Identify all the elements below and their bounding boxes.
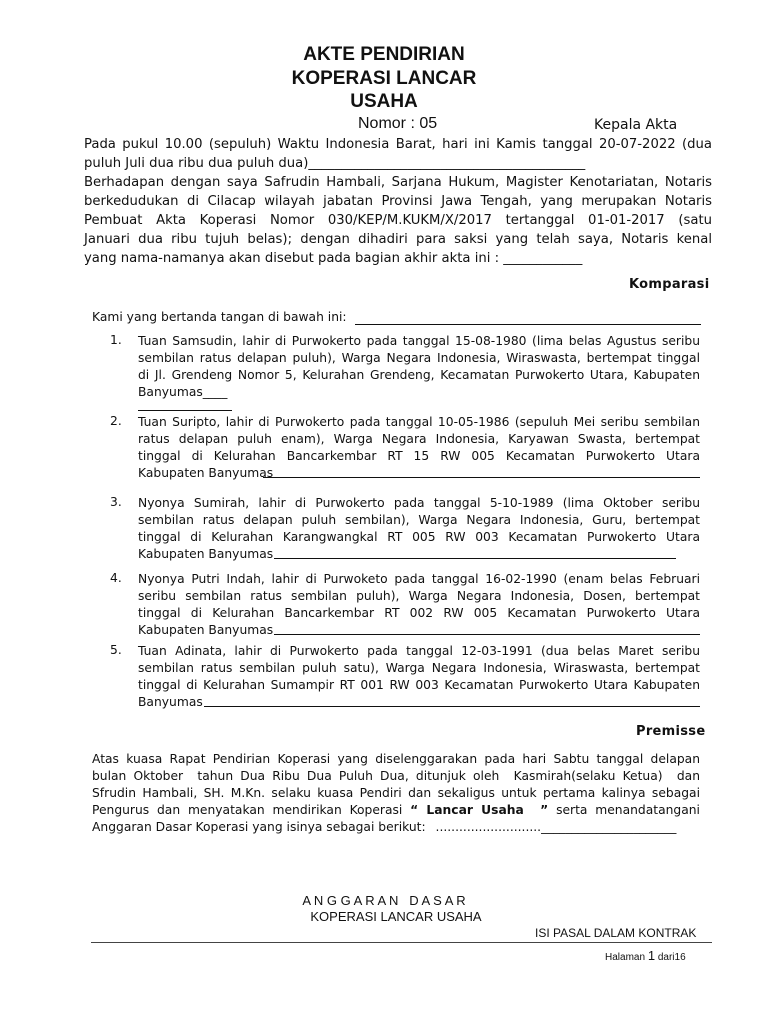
fill-line [274, 634, 700, 635]
premisse-line [92, 819, 700, 836]
party-item [138, 643, 700, 711]
item-number: 2. [110, 414, 122, 428]
premisse-line [92, 802, 700, 819]
party-line: Banyumas [138, 695, 203, 709]
party-line: sembilan ratus sembilan puluh satu), Warga Negara Indonesia, Wiraswasta, bertempat [138, 661, 700, 675]
party-line: sembilan ratus delapan puluh), Warga Negara Indonesia, Wiraswasta, bertempat tinggal [138, 351, 700, 365]
party-line: Tuan Samsudin, lahir di Purwokerto pada tanggal 15-08-1980 (lima belas Agustus seribu [138, 334, 700, 348]
dotted-fill: ........................... [435, 820, 542, 834]
opening-line: Pembuat Akta Koperasi Nomor 030/KEP/M.KUKM/X/2017 tertanggal 01-01-2017 (satu [84, 213, 712, 228]
premisse-line-part: serta menandatangani [556, 803, 700, 817]
party-line: tinggal di Kelurahan Bancarkembar RT 15 RW 005 Kecamatan Purwokerto Utara [138, 449, 700, 463]
party-line: Kabupaten Banyumas [138, 466, 274, 480]
party-line: Kabupaten Banyumas [138, 623, 274, 637]
anggaran-dasar-subtitle: KOPERASI LANCAR USAHA [310, 909, 482, 924]
premisse-line: Atas kuasa Rapat Pendirian Koperasi yang diselenggarakan pada hari Sabtu tanggal delapan [92, 752, 700, 766]
party-line: ratus delapan puluh enam), Warga Negara Indonesia, Karyawan Swasta, bertempat [138, 432, 700, 446]
page-number: 1 [647, 948, 656, 963]
party-item [138, 333, 700, 401]
fill-line [204, 706, 700, 707]
page-of-label: dari [657, 952, 675, 963]
party-line: Nyonya Putri Indah, lahir di Purwoketo pada tanggal 16-02-1990 (enam belas Februari [138, 572, 700, 586]
opening-line: berkedudukan di Cilacap wilayah jabatan Provinsi Jawa Tengah, yang merupakan Notaris [84, 194, 712, 209]
title-line-2: KOPERASI LANCAR [291, 68, 477, 89]
contract-clause-label: ISI PASAL DALAM KONTRAK [535, 926, 697, 940]
opening-line: Januari dua ribu tujuh belas); dengan dihadiri para saksi yang telah saya, Notaris kenal [84, 232, 712, 247]
komparasi-intro-text: Kami yang bertanda tangan di bawah ini: [92, 310, 347, 324]
anggaran-dasar-title: A N G G A R A N D A S A R [302, 893, 466, 908]
premisse-line-part: Pengurus dan menyatakan mendirikan Koperasi [92, 803, 403, 817]
party-line: Kabupaten Banyumas [138, 547, 274, 561]
item-number: 3. [110, 495, 122, 509]
section-heading-premisse: Premisse [636, 724, 706, 739]
party-line: seribu sembilan ratus sembilan puluh), Warga Negara Indonesia, Dosen, bertempat [138, 589, 700, 603]
fill-line [263, 477, 700, 478]
party-line: tinggal di Kelurahan Bancarkembar RT 002 RW 005 Kecamatan Purwokerto Utara [138, 606, 700, 620]
cooperative-name: “ Lancar Usaha ” [410, 803, 549, 817]
party-line: tinggal di Kelurahan Karangwangkal RT 005 RW 003 Kecamatan Purwokerto Utara [138, 530, 700, 544]
party-item [138, 495, 700, 563]
party-item [138, 571, 700, 639]
deed-number: Nomor : 05 [358, 115, 438, 132]
party-line: Nyonya Sumirah, lahir di Purwokerto pada tanggal 5-10-1989 (lima Oktober seribu [138, 496, 700, 510]
footer-rule [91, 942, 712, 943]
page-label: Halaman [605, 952, 646, 963]
item-number: 4. [110, 571, 122, 585]
title-line-1: AKTE PENDIRIAN [303, 44, 465, 65]
party-line: di Jl. Grendeng Nomor 5, Kelurahan Grendeng, Kecamatan Purwokerto Utara, Kabupaten [138, 368, 700, 382]
page-indicator [605, 948, 686, 963]
section-heading-komparasi: Komparasi [629, 277, 710, 292]
party-item [138, 414, 700, 482]
party-line: tinggal di Kelurahan Sumampir RT 001 RW 003 Kecamatan Purwokerto Utara Kabupaten [138, 678, 700, 692]
item-number: 1. [110, 333, 122, 347]
fill-line [274, 558, 676, 559]
komparasi-intro [92, 310, 347, 324]
premisse-line-part: Anggaran Dasar Koperasi yang isinya sebagai berikut: [92, 820, 426, 834]
opening-line: puluh Juli dua ribu dua puluh dua)__________________________________________ [84, 156, 586, 171]
opening-line: yang nama-namanya akan disebut pada bagian akhir akta ini : ____________ [84, 251, 583, 266]
premisse-line: Sfrudin Hambali, SH. M.Kn. selaku kuasa Pendiri dan sekaligus untuk pertama kalinya sebagai [92, 786, 700, 800]
page-total: 16 [674, 952, 686, 963]
opening-line: Berhadapan dengan saya Safrudin Hambali, Sarjana Hukum, Magister Kenotariatan, Notaris [84, 175, 712, 190]
intro-fill-line [355, 324, 701, 325]
underscore-fill: ______________________ [541, 820, 677, 834]
premisse-paragraph [92, 751, 700, 836]
deed-head-label: Kepala Akta [594, 117, 678, 133]
party-line: Tuan Suripto, lahir di Purwokerto pada tanggal 10-05-1986 (sepuluh Mei seribu sembilan [138, 415, 700, 429]
party-line: Tuan Adinata, lahir di Purwokerto pada tanggal 12-03-1991 (dua belas Maret seribu [138, 644, 700, 658]
opening-paragraph [84, 135, 712, 268]
opening-line: Pada pukul 10.00 (sepuluh) Waktu Indonesia Barat, hari ini Kamis tanggal 20-07-2022 (dua [84, 137, 712, 152]
fill-line [138, 410, 232, 411]
title-line-3: USAHA [350, 91, 418, 112]
item-number: 5. [110, 643, 122, 657]
party-line: sembilan ratus delapan puluh sembilan), Warga Negara Indonesia, Guru, bertempat [138, 513, 700, 527]
premisse-line: bulan Oktober tahun Dua Ribu Dua Puluh Dua, ditunjuk oleh Kasmirah(selaku Ketua) dan [92, 769, 700, 783]
party-line: Banyumas____ [138, 385, 228, 399]
